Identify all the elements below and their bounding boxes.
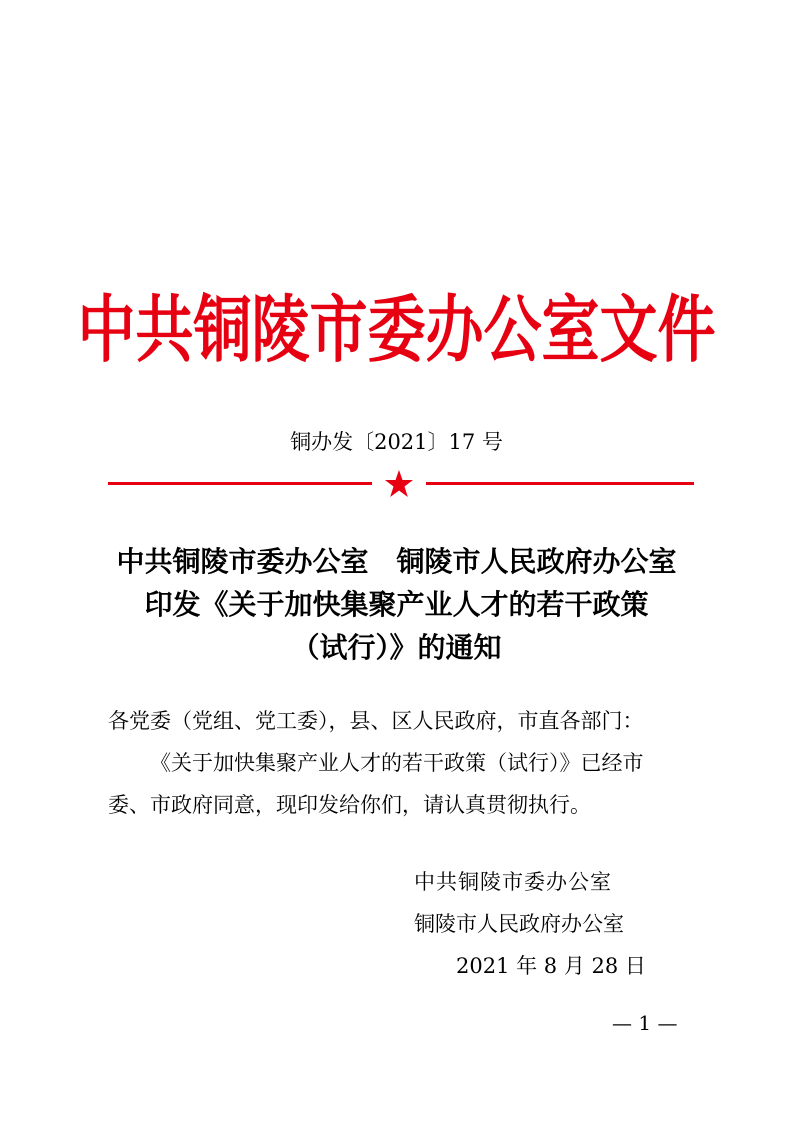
document-title-line-1: 中共铜陵市委办公室 铜陵市人民政府办公室 bbox=[116, 545, 677, 578]
page-number: — 1 — bbox=[612, 1011, 678, 1035]
signature-date: 2021 年 8 月 28 日 bbox=[456, 954, 646, 978]
document-masthead: 中共铜陵市委办公室文件 bbox=[77, 287, 716, 373]
body-paragraph-line-1: 《关于加快集聚产业人才的若干政策（试行）》已经市 bbox=[150, 751, 644, 775]
red-divider-left bbox=[108, 482, 372, 485]
red-divider-right bbox=[426, 482, 694, 485]
salutation: 各党委（党组、党工委），县、区人民政府，市直各部门： bbox=[108, 709, 644, 733]
document-title-line-2: 印发《关于加快集聚产业人才的若干政策 bbox=[144, 588, 649, 621]
body-paragraph-line-2: 委、市政府同意，现印发给你们，请认真贯彻执行。 bbox=[108, 793, 591, 817]
signature-org-2: 铜陵市人民政府办公室 bbox=[414, 912, 624, 936]
signature-org-1: 中共铜陵市委办公室 bbox=[414, 870, 612, 894]
star-icon bbox=[383, 468, 415, 500]
document-number: 铜办发〔2021〕17 号 bbox=[290, 430, 503, 454]
document-title-line-3: （试行）》的通知 bbox=[291, 631, 502, 664]
